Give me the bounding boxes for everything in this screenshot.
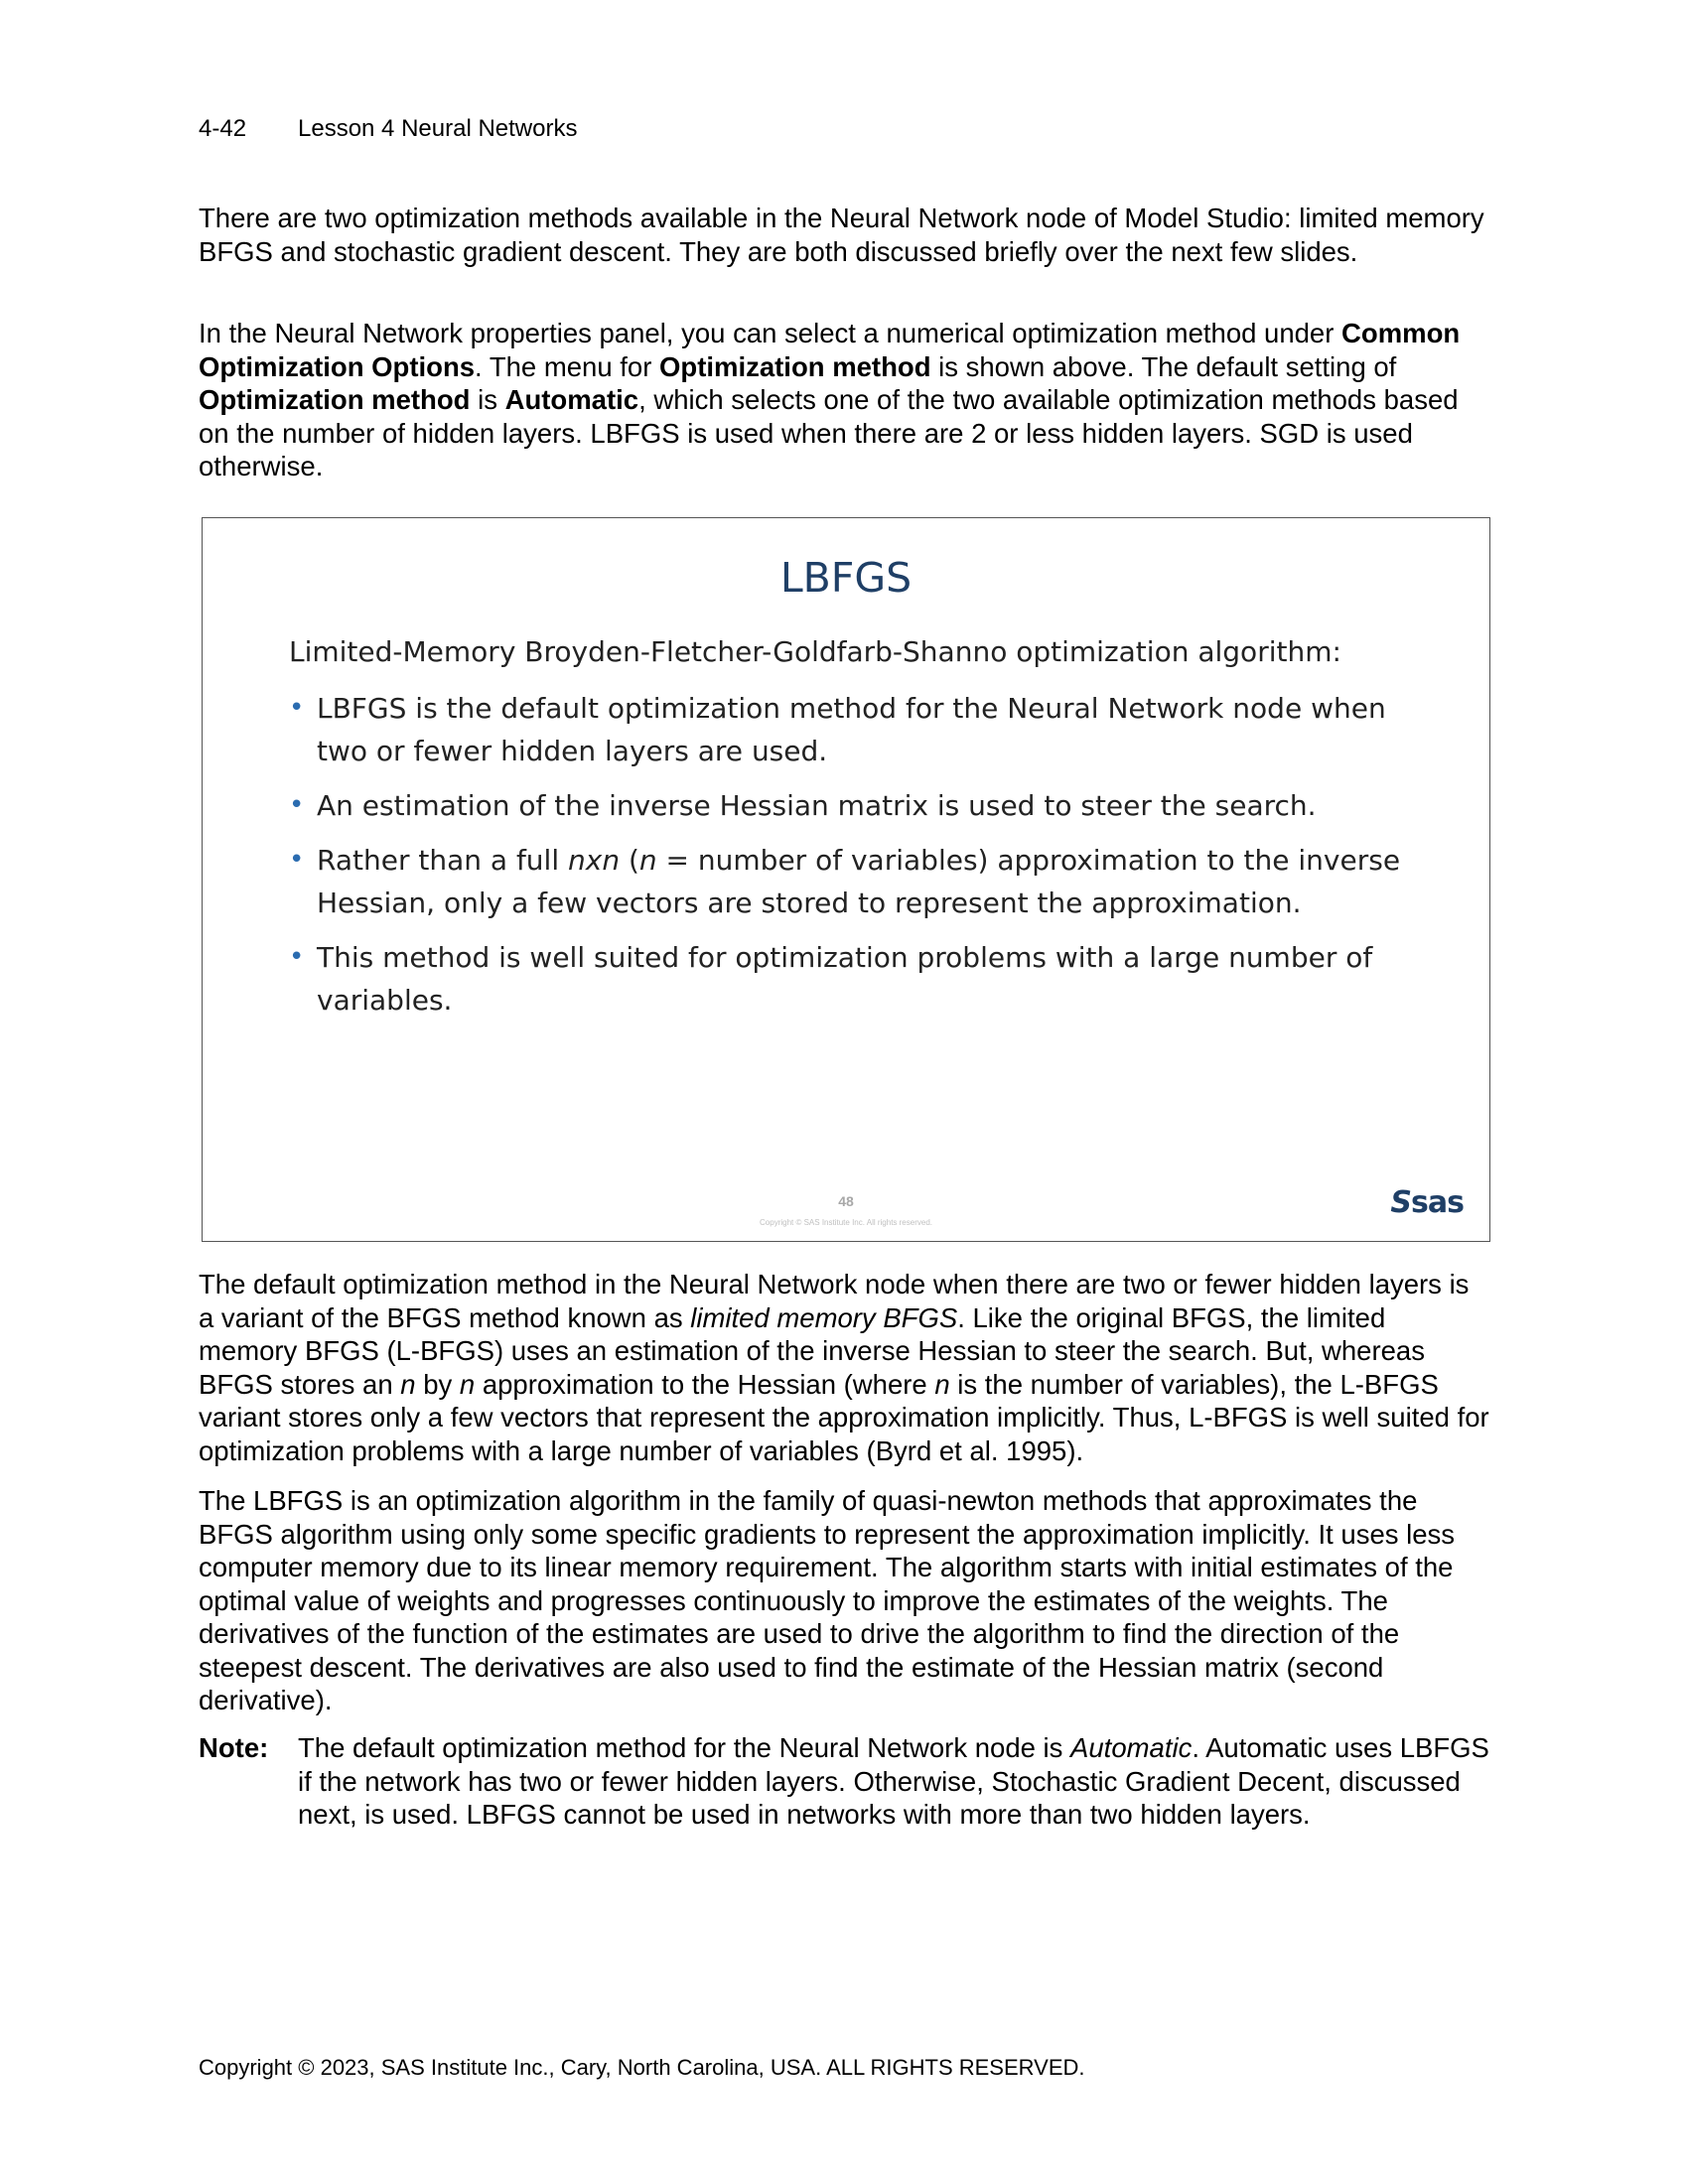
body-paragraph-2: The LBFGS is an optimization algorithm in the family of quasi-newton methods that approximates the BFGS algorithm using only some specific gradients to represent the approximation implicitly. It uses less computer memory due to its linear memory requirement. The algorithm starts with initial estimates of the optimal value of weights and progresses continuously to improve the estimates of the weights. The derivatives of the function of the estimates are used to drive the algorithm to find the direction of the steepest descent. The derivatives are also used to find the estimate of the Hessian matrix (second derivative). bbox=[199, 1485, 1456, 1715]
note-label: Note: bbox=[199, 1732, 269, 1763]
slide-bullet: • An estimation of the inverse Hessian matrix is used to steer the search. bbox=[289, 784, 1431, 827]
slide-bullet: • This method is well suited for optimization problems with a large number of variables. bbox=[289, 936, 1431, 1022]
slide-bullet: • Rather than a full nxn (n = number of variables) approximation to the inverse Hessian, only a few vectors are stored to represent the approximation. bbox=[289, 839, 1431, 924]
body-paragraph-1: The default optimization method in the Neural Network node when there are two or fewer hidden layers is a variant of the BFGS method known as limited memory BFGS. Like the original BFGS, the limited memory BFGS (L-BFGS) uses an estimation of the inverse Hessian to steer the search. But, whereas BFGS stores an n by n approximation to the Hessian (where n is the number of variables), the L-BFGS variant stores only a few vectors that represent the approximation implicitly. Thus, L-BFGS is well suited for optimization problems with a large number of variables (Byrd et al. 1995). bbox=[199, 1269, 1489, 1466]
intro-paragraph-2: In the Neural Network properties panel, you can select a numerical optimization method under Common Optimization Options. The menu for Optimization method is shown above. The default setting of Optimization method is Automatic, which selects one of the two available optimization methods based on the number of hidden layers. LBFGS is used when there are 2 or less hidden layers. SGD is used otherwise. bbox=[199, 318, 1461, 481]
note-block bbox=[199, 1731, 1489, 1832]
optimization-method-term-2: Optimization method bbox=[199, 384, 471, 415]
automatic-term: Automatic bbox=[504, 384, 639, 415]
footer-copyright: Copyright © 2023, SAS Institute Inc., Cary, North Carolina, USA. ALL RIGHTS RESERVED. bbox=[199, 2055, 1085, 2080]
slide-bullet-list bbox=[289, 687, 1431, 1033]
page-number: 4-42 bbox=[199, 115, 247, 142]
optimization-method-term: Optimization method bbox=[659, 350, 931, 382]
common-optimization-options-term: Common Optimization Options bbox=[199, 318, 1461, 382]
bullet-icon: • bbox=[289, 845, 305, 875]
bullet-icon: • bbox=[289, 942, 305, 972]
note-text: The default optimization method for the Neural Network node is Automatic. Automatic uses LBFGS if the network has two or fewer hidden layers. Otherwise, Stochastic Gradient Decent, discussed next, is used. LBFGS cannot be used in networks with more than two hidden layers. bbox=[298, 1732, 1489, 1830]
lesson-title: Lesson 4 Neural Networks bbox=[298, 115, 578, 142]
slide-title: LBFGS bbox=[779, 554, 913, 602]
slide-number: 48 bbox=[838, 1193, 854, 1209]
slide-bullet: • LBFGS is the default optimization method for the Neural Network node when two or fewer hidden layers are used. bbox=[289, 687, 1431, 772]
bullet-icon: • bbox=[289, 693, 305, 723]
slide-copyright: Copyright © SAS Institute Inc. All rights reserved. bbox=[760, 1218, 932, 1227]
bullet-icon: • bbox=[289, 790, 305, 820]
sas-logo-icon: Ssas bbox=[1390, 1185, 1464, 1220]
lbfgs-slide bbox=[202, 517, 1490, 1242]
slide-intro: Limited-Memory Broyden-Fletcher-Goldfarb-Shanno optimization algorithm: bbox=[289, 635, 1341, 668]
intro-paragraph-1: There are two optimization methods available in the Neural Network node of Model Studio: limited memory BFGS and stochastic gradient descent. They are both discussed briefly over the next few slides. bbox=[199, 203, 1484, 267]
running-head bbox=[199, 115, 577, 143]
